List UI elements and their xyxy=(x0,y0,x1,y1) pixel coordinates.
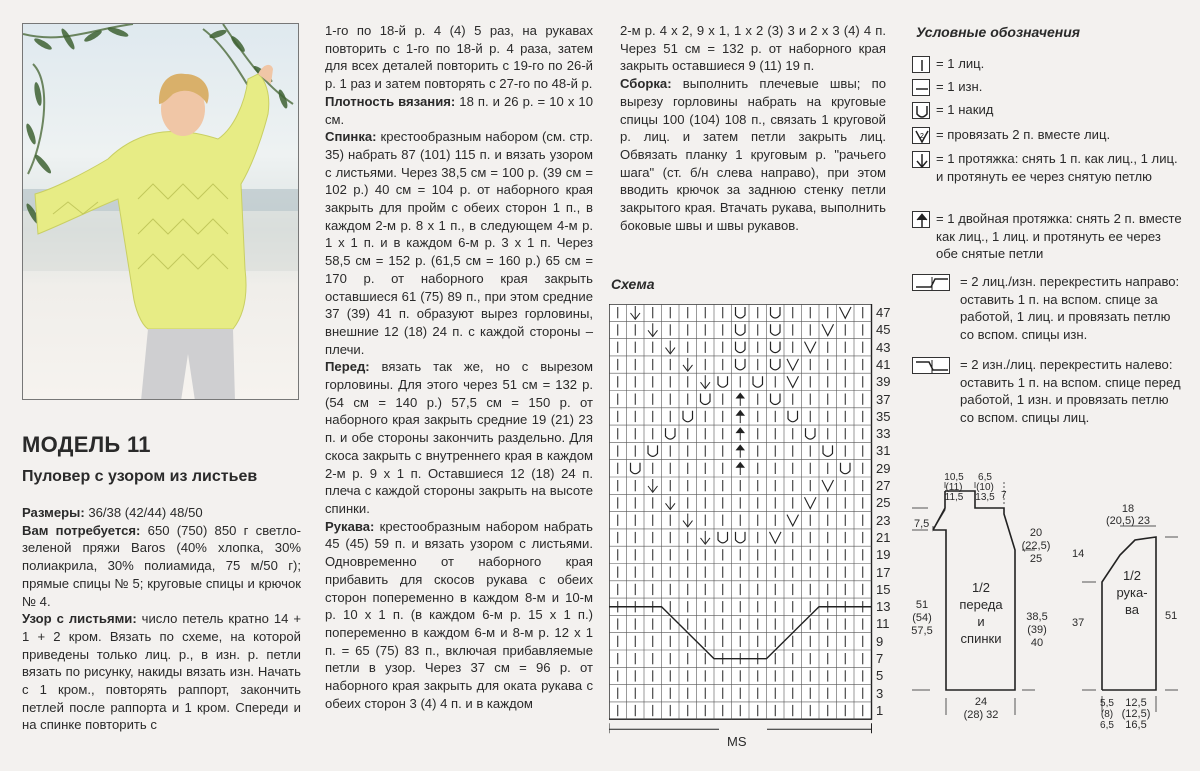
front-back-label xyxy=(950,579,1012,647)
legend-item-cross-right xyxy=(912,273,1182,344)
row-number: 5 xyxy=(876,668,884,684)
row-number: 11 xyxy=(876,616,890,632)
legend-item-ssk xyxy=(912,150,1182,185)
row-number: 3 xyxy=(876,685,884,701)
legend-title: Условные обозначения xyxy=(916,24,1081,40)
k2tog-symbol-icon xyxy=(912,127,930,144)
dim-text: (39) xyxy=(1027,624,1047,636)
text-column-2 xyxy=(325,22,593,712)
legend-item-sk2p xyxy=(912,210,1182,263)
legend-text: = провязать 2 п. вместе лиц. xyxy=(936,127,1111,142)
materials-text: 650 (750) 850 г светло-зеленой пряжи Baros (40% хлопка, 30% полиакрила, 30% полиамида, 75 м/50 г); прямые спицы № 5; круговые спицы и крючок № 4. xyxy=(22,522,301,609)
dim-text: 20 xyxy=(1029,527,1043,539)
photo-illustration xyxy=(23,24,299,400)
dim-text: (22,5) xyxy=(1021,540,1051,552)
gauge-paragraph xyxy=(325,93,593,128)
row-number: 21 xyxy=(876,529,891,545)
row-number: 35 xyxy=(876,408,891,424)
sleeve-end-paragraph: 2-м р. 4 х 2, 9 х 1, 1 х 2 (3) 3 и 2 х 3 (4) 4 п. Через 51 см = 132 р. от наборного края закрыть оставшиеся 9 (11) 19 п. xyxy=(620,23,886,74)
legend-item-k2tog xyxy=(912,126,1182,144)
dim-text: (10) xyxy=(976,482,994,493)
dim-top-right xyxy=(970,473,1000,503)
legend-text: = 1 протяжка: снять 1 п. как лиц., 1 лиц. и протянуть ее через снятую петлю xyxy=(936,151,1178,184)
front-text: вязать так же, но с вырезом горловины. Для этого через 51 см = 132 р. (54 см = 140 р.) 57,5 см = 150 р. от наборного края закрыть средние 19 (21) 23 п. и обе стороны закончить раздельно. Для скоса закрыть с внутреннего края в каждом 2-м р. 9 х 1 п. Оставшиеся 12 (18) 24 п. плеча с каждой стороны закрыть на высоте спинки. xyxy=(325,359,593,516)
dim-neck: 7,5 xyxy=(914,518,930,530)
back-text: крестообразным набором (см. стр. 35) набрать 87 (101) 115 п. и вязать узором с листьями. Через 38,5 см = 100 р. (39 см = 102 р.) 40 см = 104 р. от наборного края закрыть для пройм с обеих сторон 1 п., в каждом 2-м р. 8 х 1 п., в следующем 4-м р. 1 х 1 п. и в каждом 6-м р. 3 х 1 п. Через 58,5 см = 152 р. (61,5 см = 160 р.) 65 см = 170 р. от наборного края закрыть оставшиеся 61 (75) 89 п., при этом средние 37 (39) 41 п. образуют вырез горловины, внешние 12 (18) 24 п. с каждой стороны – плечи. xyxy=(325,129,593,357)
model-photo xyxy=(22,23,299,400)
row-number: 9 xyxy=(876,633,884,649)
sleeve-label xyxy=(1110,567,1154,618)
chart-grid xyxy=(609,304,877,734)
knitting-chart xyxy=(609,304,877,739)
dim-total-length xyxy=(905,599,939,638)
materials-label: Вам потребуется: xyxy=(22,522,141,538)
legend-item-yarnover xyxy=(912,101,1182,119)
sizes-label: Размеры: xyxy=(22,505,85,520)
dim-text: 10,5 xyxy=(944,472,964,483)
row-number: 41 xyxy=(876,356,891,372)
dim-sleeve-total: 51 xyxy=(1165,610,1178,622)
arrow-down-icon xyxy=(912,151,930,168)
legend-item-knit xyxy=(912,55,1182,73)
label-text: 1/2 xyxy=(971,580,991,595)
legend-item-purl xyxy=(912,78,1182,96)
assembly-paragraph xyxy=(620,75,886,234)
continuation-paragraph: 1-го по 18-й р. 4 (4) 5 раз, на рукавах повторить с 1-го по 18-й р. 4 раза, затем для всех деталей повторить с 19-го по 26-й р. 1 раз и затем повторять с 27-го по 48-й р. xyxy=(325,23,593,92)
dim-text: 6,5 xyxy=(978,472,992,483)
cross-right-icon xyxy=(912,274,950,291)
dim-text: 51 xyxy=(915,599,929,611)
legend-text: = 1 накид xyxy=(936,102,994,117)
back-label: Спинка: xyxy=(325,129,377,145)
gauge-label: Плотность вязания: xyxy=(325,93,456,109)
legend-text: = 2 лиц./изн. перекрестить направо: оставить 1 п. на вспом. спице за работой, 1 лиц. и провязать петлю со вспом. спицы изн. xyxy=(960,274,1180,343)
dim-armhole xyxy=(1018,527,1054,566)
legend-text: = 1 лиц. xyxy=(936,56,985,71)
pattern-text: число петель кратно 14 + 1 + 2 кром. Вязать по схеме, на которой приведены только лиц. р., в изн. р. петли вязать по рисунку, накиды вязать изн. Начать с 1 кром., повторять раппорт, закончить петлей после раппорта и 1 кром. Спереди и на спинке повторить с xyxy=(22,611,302,733)
dim-sleeve-bottom xyxy=(1116,698,1156,731)
label-text: и xyxy=(977,614,985,629)
dim-text: 6,5 xyxy=(1100,720,1114,731)
dim-text: 18 xyxy=(1121,503,1135,515)
legend-item-cross-left xyxy=(912,356,1182,427)
model-subtitle: Пуловер с узором из листьев xyxy=(22,468,258,485)
sleeves-paragraph xyxy=(325,518,593,713)
dim-text: 11,5 xyxy=(944,492,964,503)
row-number: 45 xyxy=(876,322,891,338)
label-text: ва xyxy=(1125,602,1139,617)
dim-text: 5,5 xyxy=(1100,698,1114,709)
knit-symbol-icon xyxy=(912,56,930,73)
row-number: 1 xyxy=(876,702,884,718)
sleeves-text: крестообразным набором набрать 45 (45) 59 п. и вязать узором с листьями. Одновременно от наборного края прибавить для скосов рукава с обеих сторон попеременно в каждом 8-м и 10-м р. 10 х 1 п. (в каждом 6-м р. 15 х 1 п.) попеременно в каждом 6-м и 8-м р. 12 х 1 п. = 65 (75) 83 п., включая прибавляемые петли в узор. Через 37 см = 96 р. от наборного края закрыть для оката рукава с обеих сторон 3 (4) 4 п. и в каждом xyxy=(325,518,593,711)
arrow-up-icon xyxy=(912,211,930,228)
row-number: 47 xyxy=(876,305,891,320)
row-number: 19 xyxy=(876,547,891,563)
assembly-label: Сборка: xyxy=(620,76,672,92)
pattern-label: Узор с листьями: xyxy=(22,611,137,627)
dim-text: (20,5) 23 xyxy=(1105,515,1151,527)
row-number: 13 xyxy=(876,599,891,615)
label-text: спинки xyxy=(960,631,1002,646)
legend-text: = 1 двойная протяжка: снять 2 п. вместе как лиц., 1 лиц. и протянуть ее через обе снятые петли xyxy=(936,211,1182,262)
sleeves-label: Рукава: xyxy=(325,518,375,534)
dim-text: 38,5 xyxy=(1026,611,1048,623)
row-number: 17 xyxy=(876,564,891,580)
gauge-text: 18 п. и 26 р. = 10 х 10 см. xyxy=(325,93,593,127)
dim-text: 40 xyxy=(1030,637,1044,649)
label-text: переда xyxy=(959,597,1003,612)
row-number: 43 xyxy=(876,339,891,355)
ms-label: MS xyxy=(727,734,747,749)
dim-sleeve-top xyxy=(1104,503,1152,527)
row-number: 31 xyxy=(876,443,891,459)
row-number: 7 xyxy=(876,651,884,666)
svg-text:2: 2 xyxy=(920,133,924,140)
label-text: 1/2 xyxy=(1122,568,1142,583)
purl-symbol-icon xyxy=(912,79,930,96)
materials-paragraph xyxy=(22,522,301,611)
row-number: 37 xyxy=(876,391,891,407)
dim-width xyxy=(950,696,1012,722)
legend-text: = 2 изн./лиц. перекрестить налево: оставить 1 п. на вспом. спице перед работой, 1 изн. и провязать петлю со вспом. спицы лиц. xyxy=(960,357,1181,426)
dim-text: 25 xyxy=(1029,553,1043,565)
cross-left-icon xyxy=(912,357,950,374)
assembly-text: выполнить плечевые швы; по вырезу горловины набрать на круговые спицы 100 (104) 108 п., связать 1 круговой р. лиц. и затем петли закрыть лиц. Обвязать планку 1 круговым р. "рачьего шага" (ст. б/н слева направо), при этом вводить крючок за заднюю стенку петли закрытого края. Втачать рукава, выполнить боковые швы и швы рукавов. xyxy=(620,76,886,233)
text-column-3 xyxy=(620,22,886,234)
dim-top-left xyxy=(939,473,969,503)
dim-sleeve-cap: 14 xyxy=(1072,548,1085,560)
legend-text: = 1 изн. xyxy=(936,79,983,94)
yarnover-symbol-icon xyxy=(912,102,930,119)
schema-title: Схема xyxy=(611,276,655,292)
dim-text: 12,5 xyxy=(1125,697,1147,709)
dim-text: (11) xyxy=(945,482,963,493)
dim-text: (12,5) xyxy=(1121,708,1151,720)
model-title: МОДЕЛЬ 11 xyxy=(22,432,151,457)
dim-text: 13,5 xyxy=(975,492,995,503)
dim-text: 24 xyxy=(974,696,988,708)
label-text: рука- xyxy=(1116,585,1148,600)
sizes-text: 36/38 (42/44) 48/50 xyxy=(84,505,203,520)
dim-text: (54) xyxy=(912,612,932,624)
front-label: Перед: xyxy=(325,359,370,375)
dim-side-length xyxy=(1019,611,1055,650)
dim-text: (8) xyxy=(1100,709,1114,720)
text-column-1 xyxy=(22,504,301,734)
pattern-paragraph xyxy=(22,610,301,734)
back-paragraph xyxy=(325,128,593,358)
row-number: 25 xyxy=(876,495,891,511)
row-number: 33 xyxy=(876,426,891,442)
dim-text: 16,5 xyxy=(1125,719,1147,731)
dim-text: 57,5 xyxy=(911,625,933,637)
sizes-paragraph xyxy=(22,504,301,522)
row-number: 39 xyxy=(876,374,891,390)
row-number: 29 xyxy=(876,460,891,476)
dim-sleeve-bottom-left xyxy=(1099,698,1115,731)
row-number: 15 xyxy=(876,581,891,597)
front-paragraph xyxy=(325,358,593,517)
dim-shoulder: 7 xyxy=(1001,490,1007,501)
row-number: 27 xyxy=(876,478,891,493)
row-number: 23 xyxy=(876,512,891,528)
dim-sleeve-length: 37 xyxy=(1072,617,1085,629)
dim-text: (28) 32 xyxy=(963,709,999,721)
